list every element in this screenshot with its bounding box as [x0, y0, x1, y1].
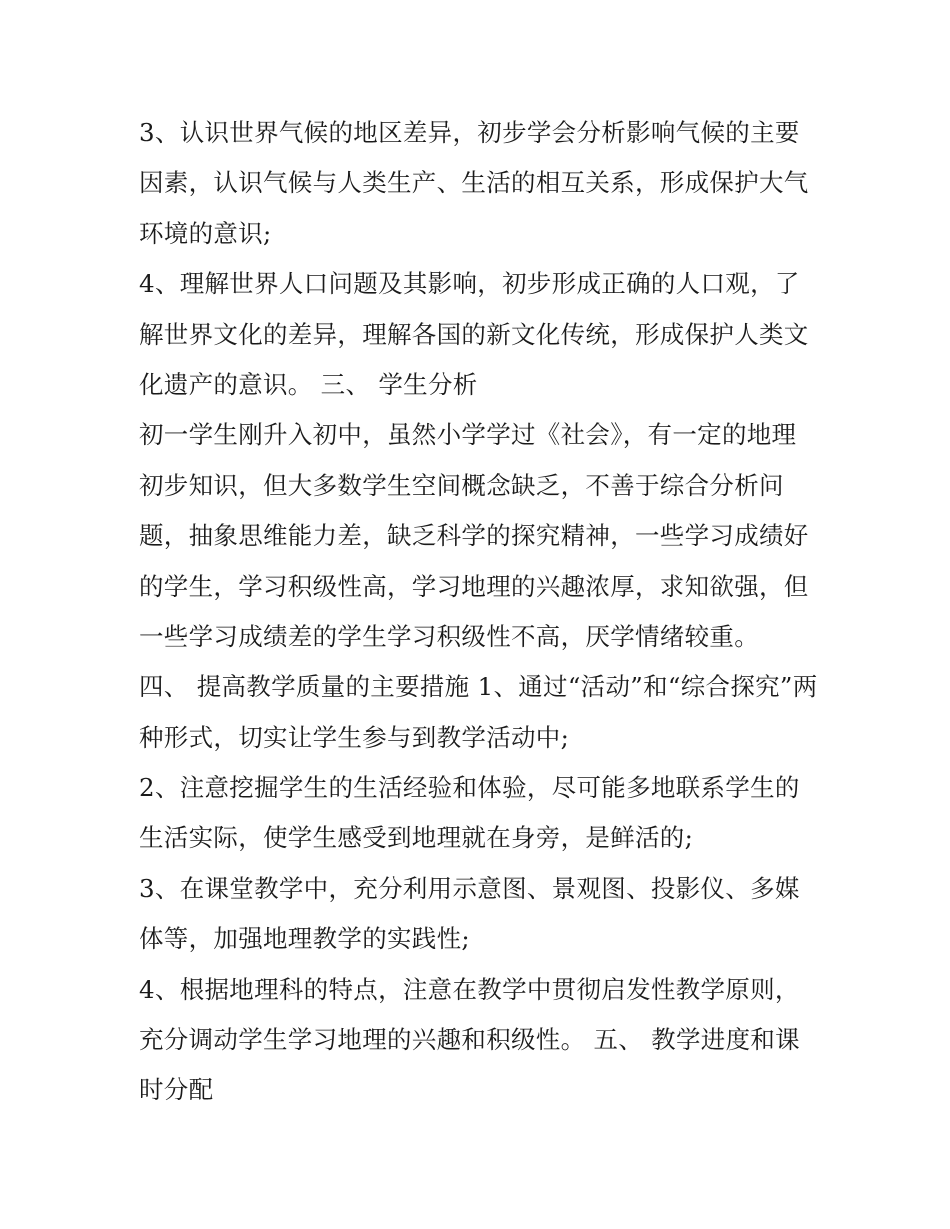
text-line: 初一学生刚升入初中，虽然小学学过《社会》，有一定的地理	[139, 420, 797, 450]
text-line: 环境的意识;	[139, 218, 272, 248]
text-line: 初步知识，但大多数学生空间概念缺乏，不善于综合分析问	[139, 470, 784, 500]
text-line: 4、根据地理科的特点，注意在教学中贯彻启发性教学原则，	[139, 974, 800, 1004]
text-line: 题，抽象思维能力差，缺乏科学的探究精神，一些学习成绩好	[139, 521, 809, 551]
text-line: 3、在课堂教学中，充分利用示意图、景观图、投影仪、多媒	[139, 873, 800, 903]
section-heading-line: 充分调动学生学习地理的兴趣和积级性。 五、 教学进度和课	[139, 1025, 800, 1055]
text-line: 4、理解世界人口问题及其影响，初步形成正确的人口观，了	[139, 269, 800, 299]
text-line: 种形式，切实让学生参与到教学活动中;	[139, 722, 570, 752]
body-text	[139, 108, 819, 1116]
text-line: 一些学习成绩差的学生学习积级性不高，厌学情绪较重。	[139, 621, 759, 651]
text-line: 解世界文化的差异，理解各国的新文化传统，形成保护人类文	[139, 319, 809, 349]
text-line: 生活实际，使学生感受到地理就在身旁，是鲜活的;	[139, 823, 694, 853]
text-line: 2、注意挖掘学生的生活经验和体验，尽可能多地联系学生的	[139, 773, 800, 803]
text-line: 体等，加强地理教学的实践性;	[139, 924, 470, 954]
section-heading-line: 四、 提高教学质量的主要措施 1、通过“活动”和“综合探究”两	[139, 672, 818, 702]
text-line: 时分配	[139, 1075, 214, 1105]
text-line: 3、认识世界气候的地区差异，初步学会分析影响气候的主要	[139, 118, 800, 147]
section-heading-line: 化遗产的意识。 三、 学生分析	[139, 369, 478, 399]
text-line: 的学生，学习积级性高，学习地理的兴趣浓厚，求知欲强，但	[139, 571, 809, 601]
text-line: 因素，认识气候与人类生产、生活的相互关系，形成保护大气	[139, 168, 809, 198]
